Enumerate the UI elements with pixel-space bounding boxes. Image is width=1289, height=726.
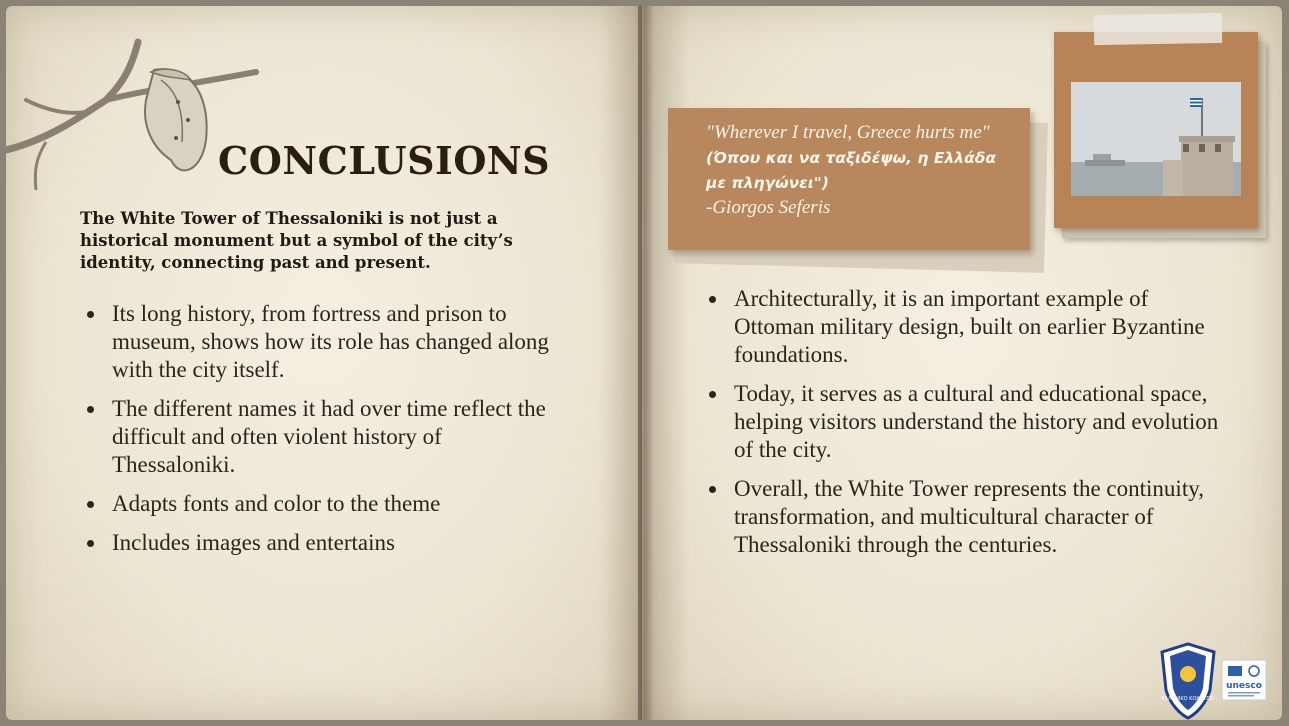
tape-strip [1094,13,1223,45]
footer-logos [1158,642,1270,720]
school-crest-label: ΕΛΛΗΝΙΚΟ ΚΟΛΛΕΓΙΟ [1161,696,1215,702]
right-bullet-list [706,285,1226,570]
quote-author: -Giorgos Seferis [706,197,831,218]
page-title: CONCLUSIONS [218,138,551,183]
quote-text [706,120,1006,220]
list-item: Today, it serves as a cultural and educational space, helping visitors understand the history and evolution of the city. [706,380,1226,464]
list-item: Adapts fonts and color to the theme [84,490,554,518]
list-item: Includes images and entertains [84,529,554,557]
school-crest-icon [1161,644,1214,718]
unesco-label: unesco [1226,681,1262,691]
white-tower-photo-icon [1071,82,1241,196]
list-item: Overall, the White Tower represents the continuity, transformation, and multicultural character of Thessaloniki through the centuries. [706,475,1226,559]
greek-flag-icon [1190,98,1202,107]
list-item: The different names it had over time reflect the difficult and often violent history of Thessaloniki. [84,395,554,479]
quote-english: "Wherever I travel, Greece hurts me" [706,122,990,143]
left-bullet-list [84,300,554,568]
unesco-logo-icon [1222,660,1266,700]
list-item: Architecturally, it is an important example of Ottoman military design, built on earlier Byzantine foundations. [706,285,1226,369]
list-item: Its long history, from fortress and prison to museum, shows how its role has changed along with the city itself. [84,300,554,384]
quote-greek: (Όπου και να ταξιδέψω, η Ελλάδα με πληγώνει") [706,149,997,192]
intro-paragraph: The White Tower of Thessaloniki is not just a historical monument but a symbol of the city’s identity, connecting past and present. [80,209,513,272]
